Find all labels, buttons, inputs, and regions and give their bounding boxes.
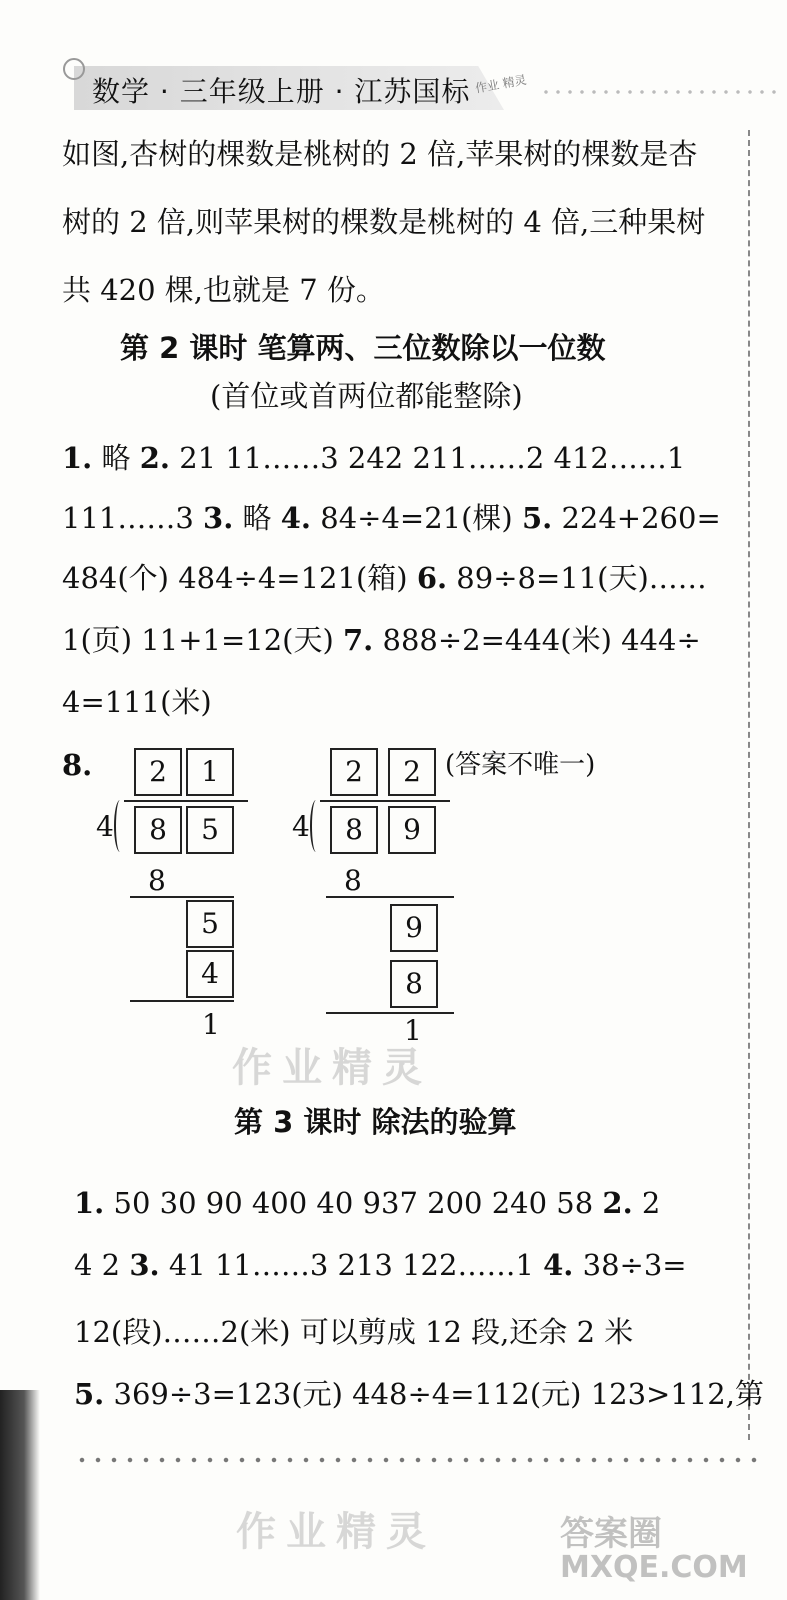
intro-line-3: 共 420 棵,也就是 7 份。 <box>62 273 385 307</box>
subtraction-line <box>326 896 454 898</box>
step-product: 8 <box>344 864 362 897</box>
q2-answer-cont: 4 2 <box>74 1248 130 1282</box>
q3-answer: 略 <box>233 501 281 535</box>
lesson2-answer-line-4 <box>62 618 701 659</box>
header-dotted-rule <box>540 90 780 94</box>
step-digit-box: 8 <box>390 960 438 1008</box>
q6-answer-cont: 1(页) 11+1=12(天) <box>62 623 343 657</box>
q8-number: 8. <box>62 748 93 782</box>
quotient-digit-box: 2 <box>134 748 182 796</box>
divisor: 4 <box>96 810 114 843</box>
q1-number: 1. <box>74 1186 105 1220</box>
lesson2-answer-line-1 <box>62 436 685 477</box>
step-digit-box: 5 <box>186 900 234 948</box>
dividend-digit-box: 9 <box>388 806 436 854</box>
divisor: 4 <box>292 810 310 843</box>
dividend-digit-box: 8 <box>134 806 182 854</box>
q5-answer: 224+260= <box>552 501 721 535</box>
q2-answer: 21 11……3 242 211……2 412……1 <box>170 441 686 475</box>
q1-answer: 略 <box>92 441 140 475</box>
q1-answer: 50 30 90 400 40 937 200 240 58 <box>104 1186 603 1220</box>
lesson2-answer-line-3 <box>62 556 707 597</box>
lesson3-answer-line-4 <box>74 1372 764 1413</box>
lesson3-answer-line-2 <box>74 1248 687 1282</box>
q7-number: 7. <box>343 623 374 657</box>
q4-number: 4. <box>543 1248 574 1282</box>
q5-number: 5. <box>74 1377 105 1411</box>
q5-answer: 369÷3=123(元) 448÷4=112(元) 123>112,第 <box>104 1377 764 1411</box>
header-circle-ornament <box>63 58 85 80</box>
lesson2-title: 第 2 课时 笔算两、三位数除以一位数 <box>120 331 606 365</box>
q3-answer: 41 11……3 213 122……1 <box>159 1248 544 1282</box>
watermark-text: 作业精灵 <box>236 1509 436 1555</box>
watermark-logo-text: 答案圈 <box>560 1514 662 1554</box>
q5-answer-cont: 484(个) 484÷4=121(箱) <box>62 561 417 595</box>
q4-answer: 38÷3= <box>573 1248 687 1282</box>
q7-answer: 888÷2=444(米) 444÷ <box>373 623 701 657</box>
watermark-stamp: 作业 精灵 <box>474 72 528 96</box>
q3-number: 3. <box>203 501 234 535</box>
q2-number: 2. <box>139 441 170 475</box>
footer-dotted-rule <box>74 1456 764 1464</box>
page-header-title: 数学 · 三年级上册 · 江苏国标 <box>92 75 471 108</box>
intro-line-1: 如图,杏树的棵数是桃树的 2 倍,苹果树的棵数是杏 <box>62 137 698 171</box>
quotient-digit-box: 2 <box>388 748 436 796</box>
q4-number: 4. <box>280 501 312 535</box>
quotient-digit-box: 2 <box>330 748 378 796</box>
division-bar <box>320 800 450 802</box>
remainder: 1 <box>202 1008 220 1041</box>
q6-number: 6. <box>416 561 448 595</box>
q3-number: 3. <box>129 1248 160 1282</box>
step-product: 8 <box>148 864 166 897</box>
subtraction-line <box>130 1000 234 1002</box>
dividend-digit-box: 5 <box>186 806 234 854</box>
quotient-digit-box: 1 <box>186 748 234 796</box>
q8-note: (答案不唯一) <box>445 750 596 780</box>
lesson2-subtitle: (首位或首两位都能整除) <box>210 379 523 413</box>
q4-answer: 84÷4=21(棵) <box>311 501 522 535</box>
division-bar <box>124 800 248 802</box>
dividend-digit-box: 8 <box>330 806 378 854</box>
lesson3-answer-line-3: 12(段)……2(米) 可以剪成 12 段,还余 2 米 <box>74 1315 634 1349</box>
step-digit-box: 9 <box>390 904 438 952</box>
step-digit-box: 4 <box>186 950 234 998</box>
lesson3-title: 第 3 课时 除法的验算 <box>234 1105 517 1139</box>
remainder: 1 <box>404 1014 422 1047</box>
watermark-url: MXQE.COM <box>560 1550 748 1585</box>
q2-number: 2. <box>602 1186 633 1220</box>
q2-answer: 2 <box>632 1186 661 1220</box>
watermark-text: 作业精灵 <box>232 1045 432 1091</box>
right-dashed-rule <box>748 130 750 1440</box>
lesson2-answer-line-2 <box>62 496 721 537</box>
q6-answer: 89÷8=11(天)…… <box>447 561 707 595</box>
lesson2-answer-line-5: 4=111(米) <box>62 685 212 719</box>
subtraction-line <box>130 896 234 898</box>
lesson3-answer-line-1 <box>74 1186 660 1220</box>
q2-answer-cont: 111……3 <box>62 501 204 535</box>
q5-number: 5. <box>521 501 553 535</box>
q1-number: 1. <box>62 441 93 475</box>
subtraction-line <box>326 1012 454 1014</box>
scan-edge-shadow <box>0 1390 40 1600</box>
intro-line-2: 树的 2 倍,则苹果树的棵数是桃树的 4 倍,三种果树 <box>62 205 706 239</box>
